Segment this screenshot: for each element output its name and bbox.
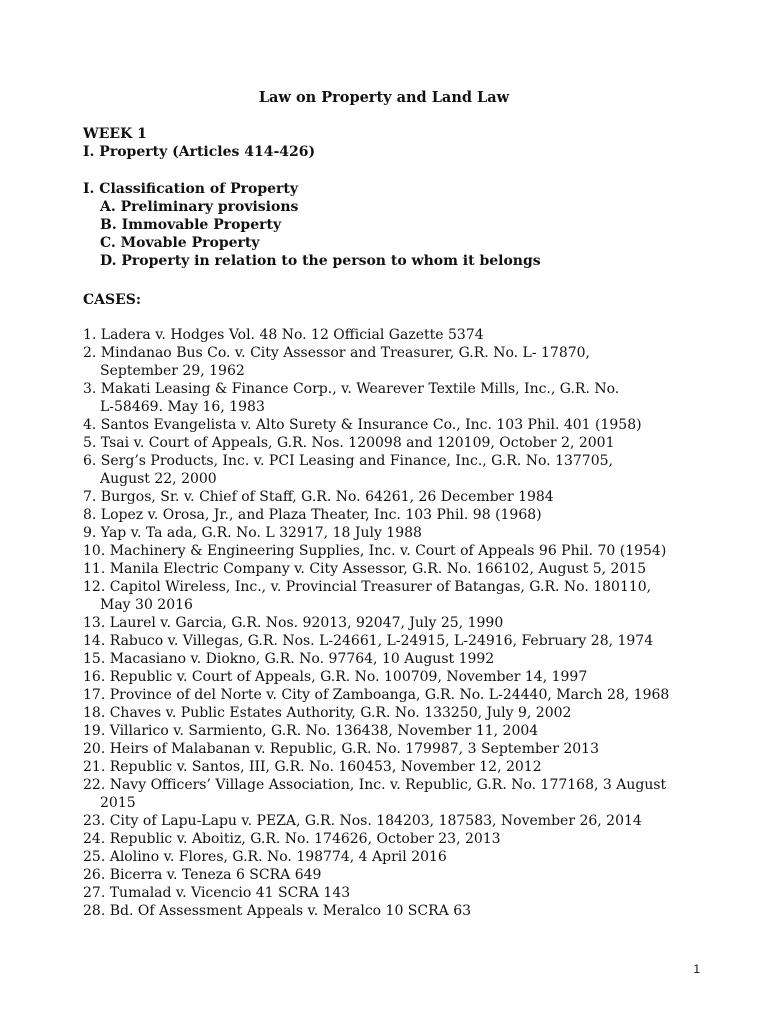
case-item (83, 884, 723, 902)
page-number: 1 (693, 962, 700, 976)
case-item (83, 722, 723, 740)
case-line-continued: September 29, 1962 (100, 363, 245, 379)
cases-heading-block (83, 291, 723, 309)
section-heading: I. Property (Articles 414-426) (83, 144, 316, 160)
case-item (83, 614, 723, 632)
classification-item: C. Movable Property (100, 235, 260, 251)
case-item (83, 704, 723, 722)
case-line: 16. Republic v. Court of Appeals, G.R. No. 100709, November 14, 1997 (83, 669, 588, 685)
case-item (83, 416, 723, 434)
case-item (83, 488, 723, 506)
week-heading: WEEK 1 (83, 126, 147, 142)
case-line: 7. Burgos, Sr. v. Chief of Staff, G.R. No. 64261, 26 December 1984 (83, 489, 554, 505)
case-line: 2. Mindanao Bus Co. v. City Assessor and Treasurer, G.R. No. L- 17870, (83, 345, 590, 361)
case-line-continued: L-58469. May 16, 1983 (100, 399, 265, 415)
case-line: 23. City of Lapu-Lapu v. PEZA, G.R. Nos. 184203, 187583, November 26, 2014 (83, 813, 642, 829)
case-line: 13. Laurel v. Garcia, G.R. Nos. 92013, 92047, July 25, 1990 (83, 615, 504, 631)
case-line: 8. Lopez v. Orosa, Jr., and Plaza Theater, Inc. 103 Phil. 98 (1968) (83, 507, 542, 523)
case-item (83, 812, 723, 830)
case-line: 28. Bd. Of Assessment Appeals v. Meralco 10 SCRA 63 (83, 903, 472, 919)
case-line: 27. Tumalad v. Vicencio 41 SCRA 143 (83, 885, 351, 901)
case-line: 25. Alolino v. Flores, G.R. No. 198774, 4 April 2016 (83, 849, 447, 865)
case-item (83, 578, 723, 614)
classification-item: A. Preliminary provisions (100, 199, 299, 215)
case-line: 12. Capitol Wireless, Inc., v. Provincial Treasurer of Batangas, G.R. No. 180110, (83, 579, 652, 595)
classification-heading: I. Classification of Property (83, 181, 299, 197)
case-item (83, 830, 723, 848)
cases-heading: CASES: (83, 292, 142, 308)
case-line: 26. Bicerra v. Teneza 6 SCRA 649 (83, 867, 322, 883)
case-line: 10. Machinery & Engineering Supplies, Inc. v. Court of Appeals 96 Phil. 70 (1954) (83, 543, 667, 559)
case-line: 19. Villarico v. Sarmiento, G.R. No. 136438, November 11, 2004 (83, 723, 539, 739)
case-line: 15. Macasiano v. Diokno, G.R. No. 97764, 10 August 1992 (83, 651, 495, 667)
case-item (83, 326, 723, 344)
case-line-continued: 2015 (100, 795, 136, 811)
case-item (83, 776, 723, 812)
cases-list (83, 326, 723, 920)
case-item (83, 668, 723, 686)
case-line-continued: May 30 2016 (100, 597, 193, 613)
case-line: 17. Province of del Norte v. City of Zamboanga, G.R. No. L-24440, March 28, 1968 (83, 687, 670, 703)
case-item (83, 686, 723, 704)
case-line: 6. Serg’s Products, Inc. v. PCI Leasing and Finance, Inc., G.R. No. 137705, (83, 453, 613, 469)
case-item (83, 542, 723, 560)
case-line: 24. Republic v. Aboitiz, G.R. No. 174626, October 23, 2013 (83, 831, 501, 847)
heading-block (83, 125, 723, 161)
case-line-continued: August 22, 2000 (100, 471, 217, 487)
classification-item: B. Immovable Property (100, 217, 282, 233)
case-item (83, 902, 723, 920)
case-item (83, 344, 723, 380)
case-item (83, 506, 723, 524)
case-line: 21. Republic v. Santos, III, G.R. No. 160453, November 12, 2012 (83, 759, 542, 775)
case-item (83, 452, 723, 488)
case-line: 22. Navy Officers’ Village Association, Inc. v. Republic, G.R. No. 177168, 3 August (83, 777, 667, 793)
case-line: 4. Santos Evangelista v. Alto Surety & Insurance Co., Inc. 103 Phil. 401 (1958) (83, 417, 642, 433)
case-line: 9. Yap v. Ta ada, G.R. No. L 32917, 18 July 1988 (83, 525, 422, 541)
case-line: 1. Ladera v. Hodges Vol. 48 No. 12 Official Gazette 5374 (83, 327, 484, 343)
case-item (83, 740, 723, 758)
case-item (83, 758, 723, 776)
case-line: 20. Heirs of Malabanan v. Republic, G.R. No. 179987, 3 September 2013 (83, 741, 599, 757)
case-item (83, 848, 723, 866)
case-line: 5. Tsai v. Court of Appeals, G.R. Nos. 120098 and 120109, October 2, 2001 (83, 435, 615, 451)
case-item (83, 434, 723, 452)
document-title: Law on Property and Land Law (258, 89, 510, 106)
case-item (83, 866, 723, 884)
case-line: 11. Manila Electric Company v. City Assessor, G.R. No. 166102, August 5, 2015 (83, 561, 647, 577)
case-item (83, 524, 723, 542)
classification-block (83, 180, 723, 270)
cases-block (83, 326, 723, 920)
case-line: 18. Chaves v. Public Estates Authority, G.R. No. 133250, July 9, 2002 (83, 705, 572, 721)
classification-item: D. Property in relation to the person to whom it belongs (100, 253, 541, 269)
case-item (83, 650, 723, 668)
case-line: 14. Rabuco v. Villegas, G.R. Nos. L-24661, L-24915, L-24916, February 28, 1974 (83, 633, 654, 649)
case-line: 3. Makati Leasing & Finance Corp., v. Wearever Textile Mills, Inc., G.R. No. (83, 381, 620, 397)
case-item (83, 632, 723, 650)
case-item (83, 560, 723, 578)
case-item (83, 380, 723, 416)
